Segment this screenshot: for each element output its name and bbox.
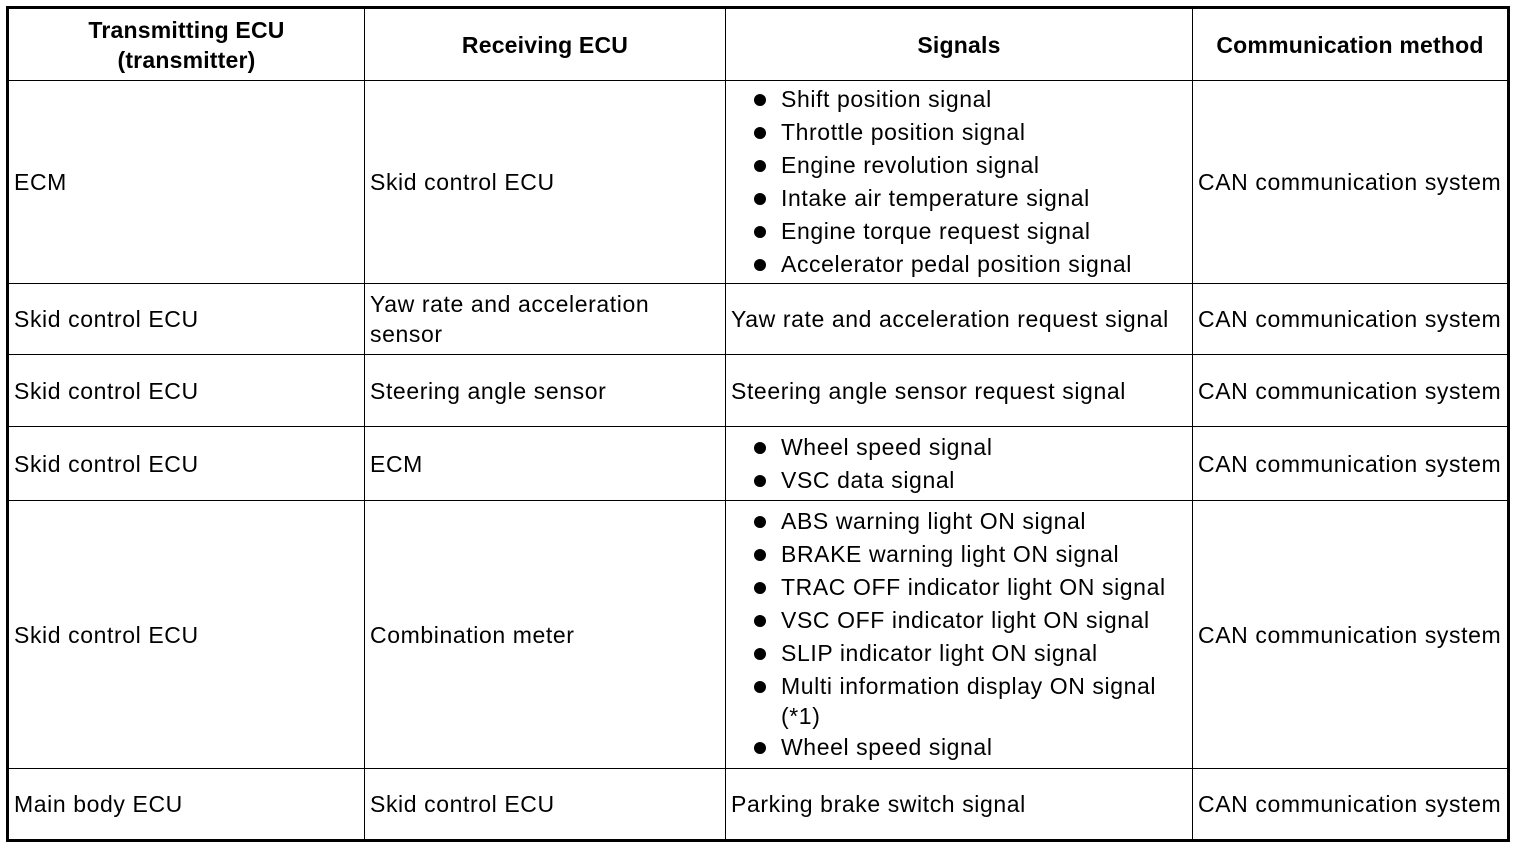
table-row xyxy=(8,769,1509,841)
document-page xyxy=(6,6,1510,842)
signal-item: SLIP indicator light ON signal xyxy=(751,637,1187,670)
receiver-cell: ECM xyxy=(365,427,726,501)
signal-list xyxy=(731,431,1187,497)
method-cell: CAN communication system xyxy=(1193,81,1509,284)
header-receiving-ecu: Receiving ECU xyxy=(365,8,726,81)
signal-list xyxy=(731,83,1187,281)
signal-list xyxy=(731,505,1187,764)
receiver-cell: Skid control ECU xyxy=(365,769,726,841)
table-row xyxy=(8,284,1509,355)
signals-cell: Parking brake switch signal xyxy=(726,769,1193,841)
signals-cell xyxy=(726,427,1193,501)
signal-item xyxy=(751,670,1187,731)
receiver-cell: Combination meter xyxy=(365,501,726,769)
signals-cell xyxy=(726,81,1193,284)
table-row xyxy=(8,501,1509,769)
signal-item: BRAKE warning light ON signal xyxy=(751,538,1187,571)
transmitter-cell: Skid control ECU xyxy=(8,427,365,501)
transmitter-cell: Skid control ECU xyxy=(8,284,365,355)
header-communication-method: Communication method xyxy=(1193,8,1509,81)
receiver-cell: Skid control ECU xyxy=(365,81,726,284)
signal-item: Shift position signal xyxy=(751,83,1187,116)
method-cell: CAN communication system xyxy=(1193,427,1509,501)
signal-item: VSC data signal xyxy=(751,464,1187,497)
signal-item: Throttle position signal xyxy=(751,116,1187,149)
ecu-communication-table xyxy=(6,6,1510,842)
signal-item: TRAC OFF indicator light ON signal xyxy=(751,571,1187,604)
header-signals: Signals xyxy=(726,8,1193,81)
header-transmitting-ecu: Transmitting ECU (transmitter) xyxy=(8,8,365,81)
transmitter-cell: Skid control ECU xyxy=(8,355,365,427)
table-row xyxy=(8,427,1509,501)
table-row xyxy=(8,81,1509,284)
signal-item: Wheel speed signal xyxy=(751,431,1187,464)
method-cell: CAN communication system xyxy=(1193,501,1509,769)
signals-cell: Steering angle sensor request signal xyxy=(726,355,1193,427)
table-header-row xyxy=(8,8,1509,81)
signal-item: Engine torque request signal xyxy=(751,215,1187,248)
signal-item: Engine revolution signal xyxy=(751,149,1187,182)
transmitter-cell: Skid control ECU xyxy=(8,501,365,769)
transmitter-cell: ECM xyxy=(8,81,365,284)
signal-item: Accelerator pedal position signal xyxy=(751,248,1187,281)
receiver-cell: Yaw rate and acceleration sensor xyxy=(365,284,726,355)
table-row xyxy=(8,355,1509,427)
method-cell: CAN communication system xyxy=(1193,284,1509,355)
signal-item: VSC OFF indicator light ON signal xyxy=(751,604,1187,637)
receiver-cell: Steering angle sensor xyxy=(365,355,726,427)
signal-item: Wheel speed signal xyxy=(751,731,1187,764)
signal-item: Intake air temperature signal xyxy=(751,182,1187,215)
method-cell: CAN communication system xyxy=(1193,355,1509,427)
signal-item-note: (*1) xyxy=(781,703,821,729)
transmitter-cell: Main body ECU xyxy=(8,769,365,841)
method-cell: CAN communication system xyxy=(1193,769,1509,841)
signals-cell: Yaw rate and acceleration request signal xyxy=(726,284,1193,355)
signal-item: ABS warning light ON signal xyxy=(751,505,1187,538)
signal-item-text: Multi information display ON signal xyxy=(781,673,1157,699)
signals-cell xyxy=(726,501,1193,769)
